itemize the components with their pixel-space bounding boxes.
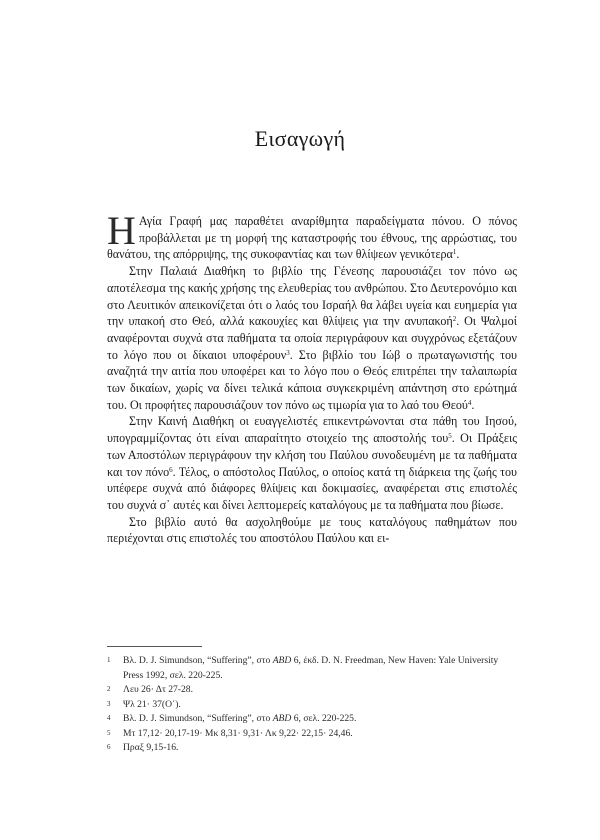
paragraph-text: Στην Καινή Διαθήκη οι ευαγγελιστές επικεντρώνονται στα πάθη του Ιησού, υπογραμμίζοντας ότι είναι απαραίτητο στοιχείο της αποστολής του [107,414,517,446]
footnote-6 [107,741,517,756]
chapter-title: Εισαγωγή [254,126,346,151]
footnote-number: 1 [107,656,111,664]
footnote-2 [107,683,517,698]
paragraph-2 [107,263,517,413]
footnote-ref-5[interactable]: 5 [448,432,452,441]
footnote-number: 6 [107,743,111,751]
paragraph-1 [107,208,517,263]
footnote-text: Ψλ 21· 37(Ο΄). [123,698,181,710]
footnotes [107,654,517,756]
footnote-ref-1[interactable]: 1 [452,248,457,257]
paragraph-text: Στο βιβλίο αυτό θα ασχοληθούμε με τους καταλόγους παθημάτων που περιέχονται στις επιστολές του αποστόλου Παύλου και ει- [107,514,517,546]
paragraph-text: . Οι Πράξεις των Αποστόλων περιγράφουν την κλήση του Παύλου συνοδευμένη με τα παθήματα και τον πόνο [107,431,517,479]
footnote-number: 5 [107,728,111,737]
footnote-ref-3[interactable]: 3 [286,348,290,357]
paragraph-text: . Στο βιβλίο του Ιώβ ο πρωταγωνιστής του αναζητά την αιτία που υποφέρει και το λόγο που ο Θεός επιτρέπει την ταλαιπωρία των δικαίων, χωρίς να δίνει τελικά κάποια συγκεκριμένη απάντηση στο ερώτημά του. Οι προφήτες παρουσιάζουν τον πόνο ως τιμωρία για το λαό του Θεού [107,347,517,412]
footnote-abbrev: ABD [272,713,292,724]
footnote-3 [107,698,517,713]
footnote-text: Λευ 26· Δτ 27-28. [123,684,193,695]
drop-cap: Η [107,208,136,253]
footnote-text: Βλ. D. J. Simundson, “Suffering”, στο [123,655,273,666]
footnote-number: 4 [107,714,111,722]
footnote-text: Μτ 17,12· 20,17-19· Μκ 8,31· 9,31· Λκ 9,22· 22,15· 24,46. [123,727,353,739]
footnote-1 [107,654,517,683]
paragraph-4 [107,514,517,547]
footnote-abbrev: ABD [272,655,292,666]
footnote-ref-2[interactable]: 2 [452,315,457,324]
footnote-separator [107,646,202,647]
body-text [107,208,517,547]
footnote-5 [107,727,517,742]
footnote-ref-6[interactable]: 6 [169,465,173,474]
paragraph-text: . [471,397,475,412]
paragraph-text: Αγία Γραφή μας παραθέτει αναρίθμητα παραδείγματα πόνου. Ο πόνος προβάλλεται με τη μορφή της καταστροφής του έθνους, της αρρώστιας, του θανάτου, της απόρριψης, της συκοφαντίας και των θλίψεων γενικότερα [107,214,517,262]
footnote-text: Πραξ 9,15-16. [123,742,179,753]
footnote-text: Βλ. D. J. Simundson, “Suffering”, στο [123,713,273,724]
paragraph-text: . Τέλος, ο απόστολος Παύλος, ο οποίος κατά τη διάρκεια της ζωής του υπέφερε συχνά από διάφορες θλίψεις και δοκιμασίες, αναφέρεται στις επιστολές του συχνά σ᾽ αυτές και δίνει λεπτομερείς καταλόγους με τα παθήματα που βίωσε. [107,464,517,512]
paragraph-text: . [456,247,460,262]
paragraph-text: Στην Παλαιά Διαθήκη το βιβλίο της Γένεσης παρουσιάζει τον πόνο ως αποτέλεσμα της κακής χρήσης της ελευθερίας του ανθρώπου. Στο Δευτερονόμιο και στο Λευιτικόν απεικονίζεται ότι ο λαός του Ισραήλ θα λάβει υγεία και ευημερία για την υπακοή στο Θεό, αλλά κακουχίες και θλίψεις για την ανυπακοή [107,264,517,329]
paragraph-3 [107,413,517,513]
footnote-number: 2 [107,685,111,693]
footnote-ref-4[interactable]: 4 [467,398,472,407]
footnote-number: 3 [107,699,111,708]
footnote-text: 6, σελ. 220-225. [291,713,357,724]
footnote-text: 6, έκδ. D. N. Freedman, New Haven: Yale University Press 1992, σελ. 220-225. [123,655,499,681]
footnote-4 [107,712,517,727]
paragraph-text: . Οι Ψαλμοί αναφέρονται συχνά στα παθήματα τα οποία περιγράφουν και συγχρόνως εξετάζουν το λόγο που οι δίκαιοι υποφέρουν [107,314,517,362]
